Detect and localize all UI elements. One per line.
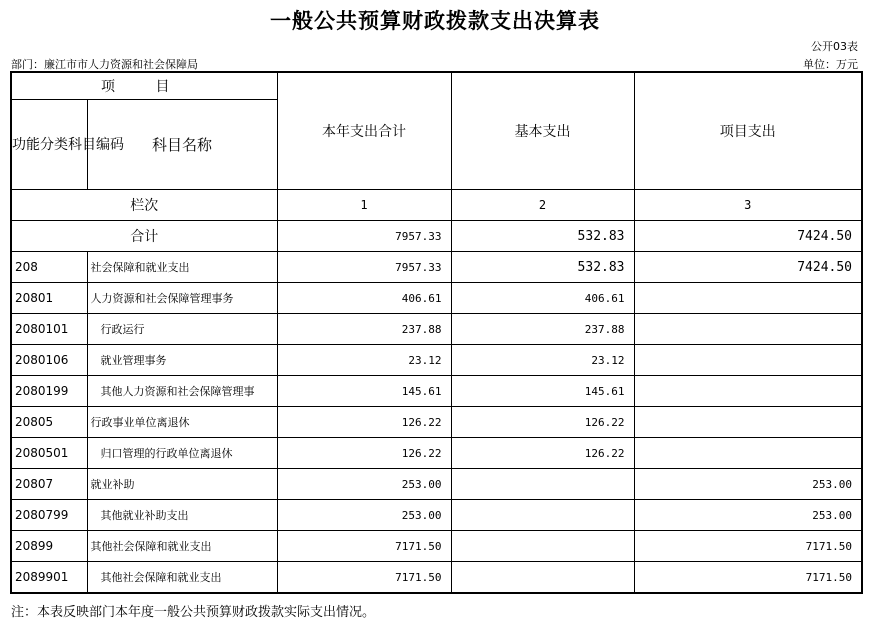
row-total: 237.88 <box>277 314 451 345</box>
row-code: 2080799 <box>11 500 87 531</box>
row-name: 其他就业补助支出 <box>87 500 277 531</box>
report-title: 一般公共预算财政拨款支出决算表 <box>270 9 600 33</box>
row-basic <box>451 469 634 500</box>
row-code: 20807 <box>11 469 87 500</box>
row-basic: 532.83 <box>451 252 634 283</box>
row-name: 其他人力资源和社会保障管理事 <box>87 376 277 407</box>
header-subject-name: 科目名称 <box>87 100 277 190</box>
row-total: 7957.33 <box>277 252 451 283</box>
total-row-total: 7957.33 <box>277 221 451 252</box>
form-code: 公开03表 <box>811 40 858 53</box>
total-row-project: 7424.50 <box>634 221 862 252</box>
total-row-label: 合计 <box>11 221 277 252</box>
row-name: 社会保障和就业支出 <box>87 252 277 283</box>
table-note: 注：本表反映部门本年度一般公共预算财政拨款实际支出情况。 <box>11 605 376 620</box>
row-project: 7424.50 <box>634 252 862 283</box>
table-row <box>11 252 862 283</box>
row-code: 2089901 <box>11 562 87 594</box>
row-total: 253.00 <box>277 469 451 500</box>
column-index-3: 3 <box>634 190 862 221</box>
row-basic <box>451 531 634 562</box>
row-name: 行政运行 <box>87 314 277 345</box>
row-basic: 126.22 <box>451 438 634 469</box>
row-code: 2080501 <box>11 438 87 469</box>
row-total: 253.00 <box>277 500 451 531</box>
header-total-expenditure: 本年支出合计 <box>277 72 451 190</box>
unit-label: 单位：万元 <box>803 58 858 71</box>
header-project-expenditure: 项目支出 <box>634 72 862 190</box>
row-project <box>634 376 862 407</box>
row-basic: 406.61 <box>451 283 634 314</box>
row-total: 145.61 <box>277 376 451 407</box>
row-name: 行政事业单位离退休 <box>87 407 277 438</box>
expenditure-table <box>10 71 863 594</box>
row-project: 253.00 <box>634 500 862 531</box>
row-project <box>634 345 862 376</box>
row-name: 人力资源和社会保障管理事务 <box>87 283 277 314</box>
row-project <box>634 314 862 345</box>
header-item: 项 目 <box>11 72 277 100</box>
row-project <box>634 438 862 469</box>
row-code: 2080199 <box>11 376 87 407</box>
table-row <box>11 469 862 500</box>
row-total: 23.12 <box>277 345 451 376</box>
header-basic-expenditure: 基本支出 <box>451 72 634 190</box>
table-row <box>11 283 862 314</box>
total-row-basic: 532.83 <box>451 221 634 252</box>
row-total: 126.22 <box>277 407 451 438</box>
row-code: 20805 <box>11 407 87 438</box>
header-function-code: 功能分类科目编码 <box>11 100 87 190</box>
row-code: 2080101 <box>11 314 87 345</box>
table-row <box>11 562 862 594</box>
table-row <box>11 500 862 531</box>
column-index-2: 2 <box>451 190 634 221</box>
row-name: 其他社会保障和就业支出 <box>87 562 277 594</box>
row-project: 7171.50 <box>634 562 862 594</box>
table-row <box>11 438 862 469</box>
row-project: 253.00 <box>634 469 862 500</box>
row-code: 20801 <box>11 283 87 314</box>
row-project <box>634 407 862 438</box>
table-row <box>11 531 862 562</box>
row-total: 406.61 <box>277 283 451 314</box>
row-basic: 237.88 <box>451 314 634 345</box>
row-basic <box>451 500 634 531</box>
row-name: 归口管理的行政单位离退休 <box>87 438 277 469</box>
row-total: 7171.50 <box>277 562 451 594</box>
row-total: 7171.50 <box>277 531 451 562</box>
header-column-index-label: 栏次 <box>11 190 277 221</box>
row-code: 208 <box>11 252 87 283</box>
row-basic: 23.12 <box>451 345 634 376</box>
row-total: 126.22 <box>277 438 451 469</box>
table-row <box>11 407 862 438</box>
table-row <box>11 376 862 407</box>
row-basic: 126.22 <box>451 407 634 438</box>
row-basic: 145.61 <box>451 376 634 407</box>
row-code: 20899 <box>11 531 87 562</box>
row-project: 7171.50 <box>634 531 862 562</box>
row-name: 其他社会保障和就业支出 <box>87 531 277 562</box>
column-index-1: 1 <box>277 190 451 221</box>
row-code: 2080106 <box>11 345 87 376</box>
table-row <box>11 345 862 376</box>
table-row <box>11 314 862 345</box>
row-name: 就业管理事务 <box>87 345 277 376</box>
department-label: 部门：廉江市市人力资源和社会保障局 <box>11 58 198 71</box>
row-project <box>634 283 862 314</box>
row-basic <box>451 562 634 594</box>
row-name: 就业补助 <box>87 469 277 500</box>
